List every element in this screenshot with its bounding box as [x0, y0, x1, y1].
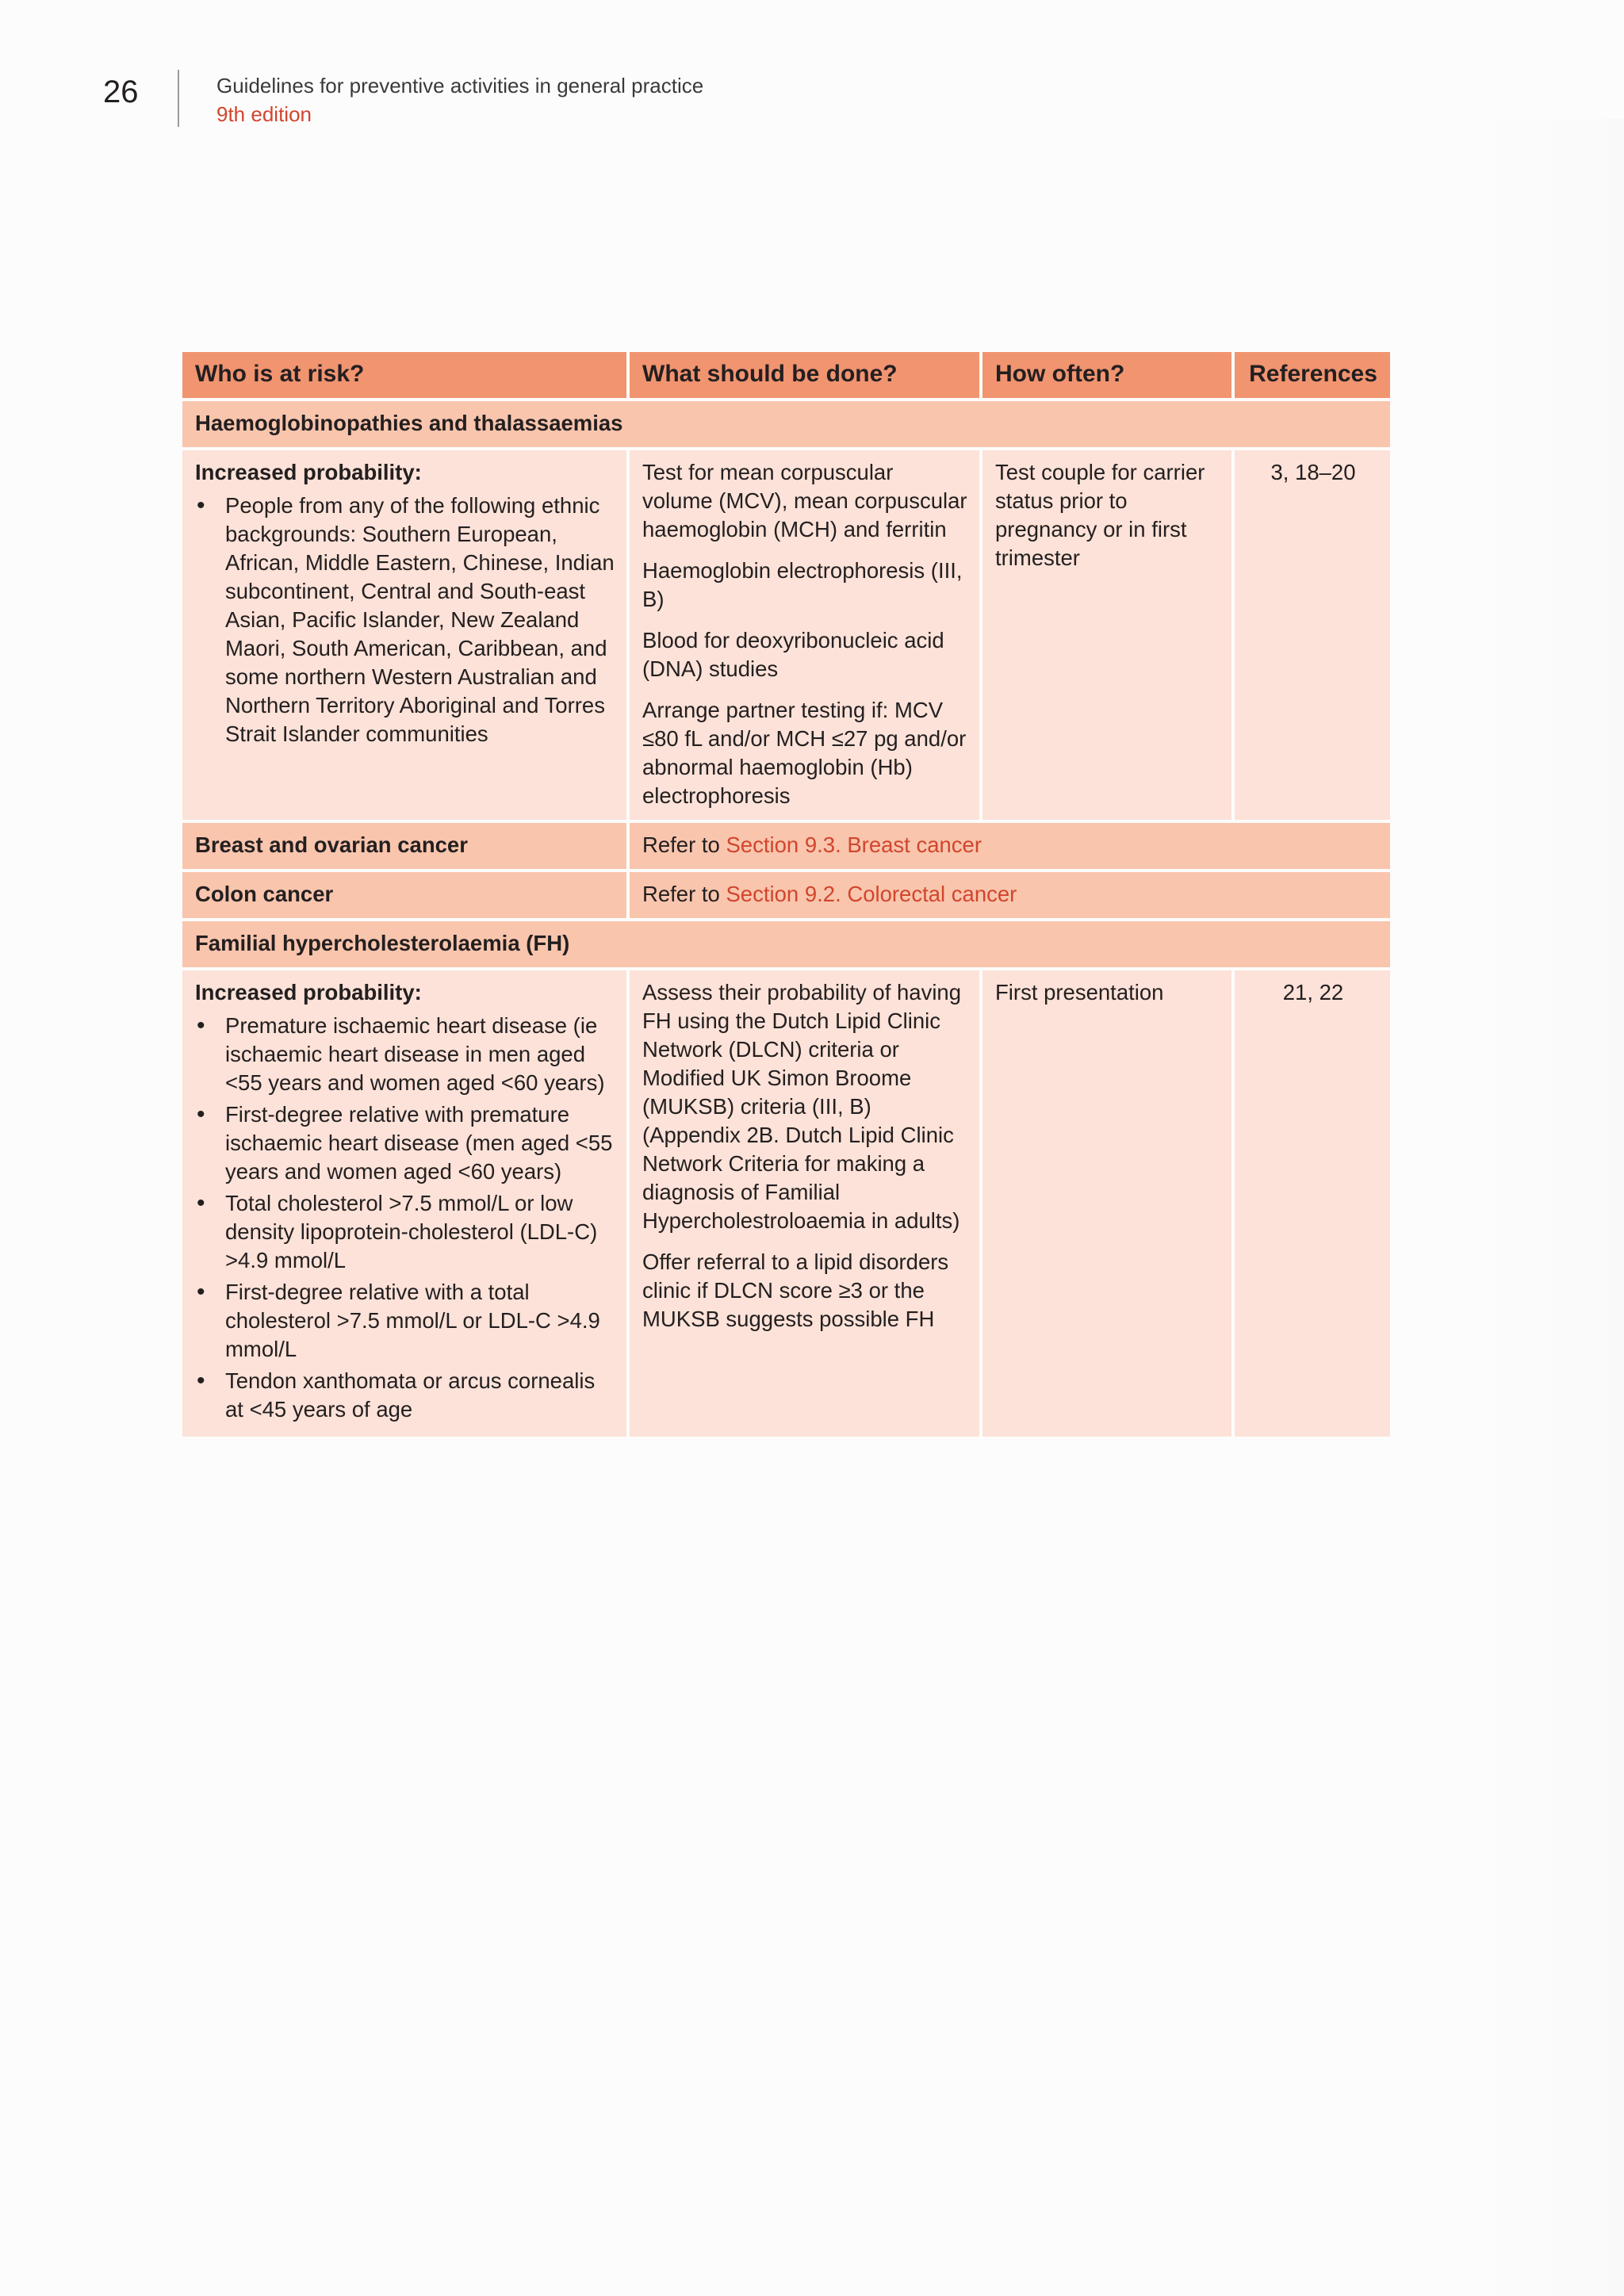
table-header-row	[181, 350, 1392, 400]
refer-prefix: Refer to	[642, 882, 726, 906]
risk-list	[195, 492, 615, 748]
risk-intro: Increased probability:	[195, 460, 422, 484]
section-title: Breast and ovarian cancer	[181, 821, 628, 871]
action-item: Arrange partner testing if: MCV ≤80 fL and/or MCH ≤27 pg and/or abnormal haemoglobin (Hb) electrophoresis	[642, 698, 967, 808]
refer-prefix: Refer to	[642, 832, 726, 857]
risk-list	[195, 1012, 615, 1424]
frequency-cell: First presentation	[981, 969, 1233, 1438]
section-title: Familial hypercholesterolaemia (FH)	[181, 920, 1392, 969]
table-row	[181, 449, 1392, 821]
action-item: Haemoglobin electrophoresis (III, B)	[642, 558, 963, 611]
column-header-references: References	[1233, 350, 1392, 400]
risk-item: • Total cholesterol >7.5 mmol/L or low density lipoprotein-cholesterol (LDL-C) >4.9 mmol/L	[195, 1189, 615, 1275]
preventive-activities-table	[179, 349, 1393, 1440]
action-cell	[628, 449, 981, 821]
action-item: Test for mean corpuscular volume (MCV), mean corpuscular haemoglobin (MCH) and ferritin	[642, 460, 967, 541]
refer-cell	[628, 871, 1392, 920]
risk-item: • Premature ischaemic heart disease (ie ischaemic heart disease in men aged <55 years and women aged <60 years)	[195, 1012, 615, 1097]
header-divider	[178, 70, 179, 127]
risk-item: • First-degree relative with a total cholesterol >7.5 mmol/L or LDL-C >4.9 mmol/L	[195, 1278, 615, 1364]
breast-cancer-section-link[interactable]: Section 9.3. Breast cancer	[726, 832, 982, 857]
references-cell: 3, 18–20	[1233, 449, 1392, 821]
risk-item: • First-degree relative with premature ischaemic heart disease (men aged <55 years and women aged <60 years)	[195, 1100, 615, 1186]
colorectal-cancer-section-link[interactable]: Section 9.2. Colorectal cancer	[726, 882, 1017, 906]
page-number: 26	[103, 75, 139, 109]
column-header-what: What should be done?	[628, 350, 981, 400]
references-cell: 21, 22	[1233, 969, 1392, 1438]
risk-item: • Tendon xanthomata or arcus cornealis at <45 years of age	[195, 1367, 615, 1424]
action-item: Assess their probability of having FH using the Dutch Lipid Clinic Network (DLCN) criteria or Modified UK Simon Broome (MUKSB) criteria (III, B) (Appendix 2B. Dutch Lipid Clinic Network Criteria for making a diagnosis of Familial Hypercholestroloaemia in adults)	[642, 980, 962, 1233]
risk-intro: Increased probability:	[195, 980, 422, 1004]
action-cell	[628, 969, 981, 1438]
section-row-haemoglobinopathies	[181, 400, 1392, 449]
risk-cell	[181, 449, 628, 821]
action-item: Offer referral to a lipid disorders clinic if DLCN score ≥3 or the MUKSB suggests possible FH	[642, 1249, 949, 1331]
column-header-who: Who is at risk?	[181, 350, 628, 400]
risk-cell	[181, 969, 628, 1438]
section-title: Haemoglobinopathies and thalassaemias	[181, 400, 1392, 449]
document-title: Guidelines for preventive activities in general practice	[216, 74, 704, 98]
column-header-how-often: How often?	[981, 350, 1233, 400]
action-item: Blood for deoxyribonucleic acid (DNA) studies	[642, 628, 944, 681]
section-row-familial-hypercholesterolaemia	[181, 920, 1392, 969]
section-row-breast-cancer	[181, 821, 1392, 871]
table-row	[181, 969, 1392, 1438]
page-shade	[1459, 119, 1624, 2296]
refer-cell	[628, 821, 1392, 871]
frequency-cell: Test couple for carrier status prior to pregnancy or in first trimester	[981, 449, 1233, 821]
section-row-colon-cancer	[181, 871, 1392, 920]
document-edition: 9th edition	[216, 102, 312, 126]
risk-item: • People from any of the following ethnic backgrounds: Southern European, African, Middle Eastern, Chinese, Indian subcontinent, Central and South-east Asian, Pacific Islander, New Zealand Maori, South American, Caribbean, and some northern Western Australian and Northern Territory Aboriginal and Torres Strait Islander communities	[195, 492, 615, 748]
section-title: Colon cancer	[181, 871, 628, 920]
